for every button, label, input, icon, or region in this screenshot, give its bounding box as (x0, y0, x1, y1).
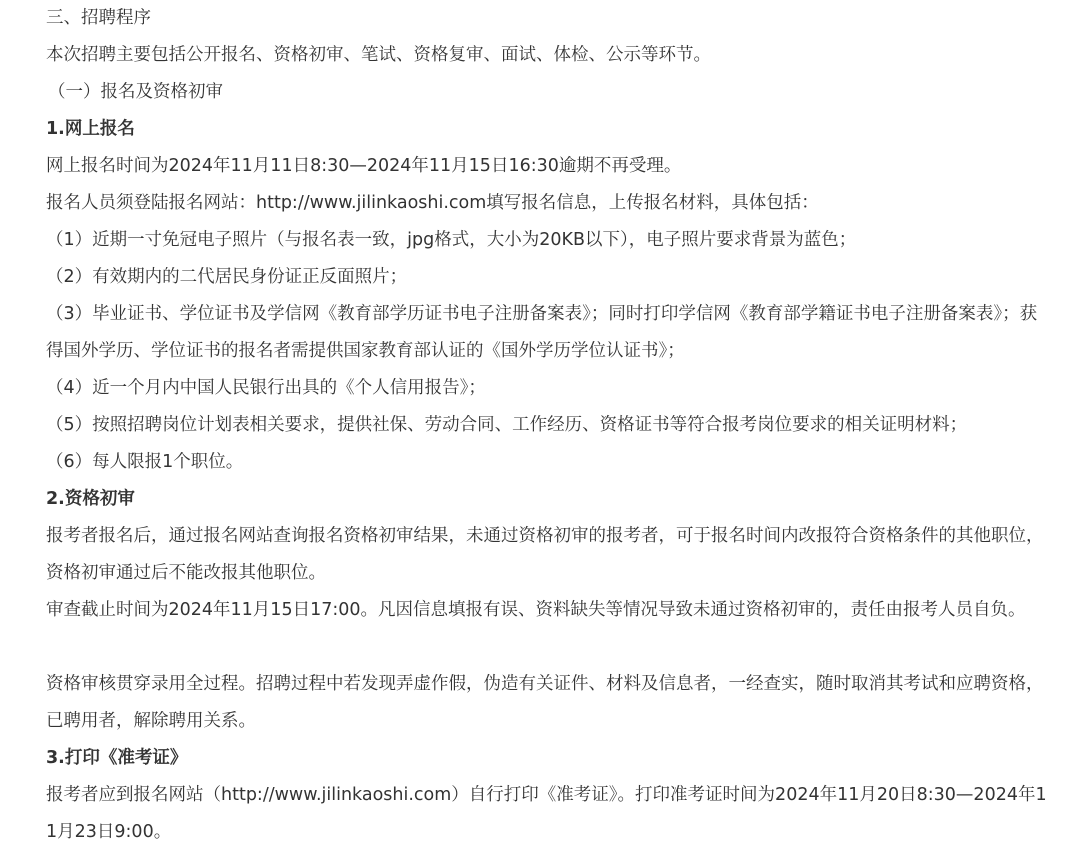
material-item-6: （6）每人限报1个职位。 (46, 452, 244, 472)
print-ticket-title: 3.打印《准考证》 (46, 748, 188, 768)
review-paragraph-2: 审查截止时间为2024年11月15日17:00。凡因信息填报有误、资料缺失等情况导致未通过资格初审的，责任由报考人员自负。 (46, 600, 1026, 620)
print-ticket-text: 报考者应到报名网站（http://www.jilinkaoshi.com）自行打印《准考证》。打印准考证时间为2024年11月20日8:30—2024年11月23日9:00。 (46, 785, 1047, 842)
review-paragraph-3: 资格审核贯穿录用全过程。招聘过程中若发现弄虚作假，伪造有关证件、材料及信息者，一经查实，随时取消其考试和应聘资格，已聘用者，解除聘用关系。 (46, 674, 1044, 731)
material-item-1: （1）近期一寸免冠电子照片（与报名表一致，jpg格式，大小为20KB以下），电子照片要求背景为蓝色； (46, 230, 857, 250)
registration-instruction: 报名人员须登陆报名网站：http://www.jilinkaoshi.com填写报名信息，上传报名材料，具体包括： (46, 193, 819, 213)
material-item-5: （5）按照招聘岗位计划表相关要求，提供社保、劳动合同、工作经历、资格证书等符合报考岗位要求的相关证明材料； (46, 415, 968, 435)
review-paragraph-1: 报考者报名后，通过报名网站查询报名资格初审结果，未通过资格初审的报考者，可于报名时间内改报符合资格条件的其他职位，资格初审通过后不能改报其他职位。 (46, 526, 1044, 583)
material-item-4: （4）近一个月内中国人民银行出具的《个人信用报告》； (46, 378, 486, 398)
registration-time: 网上报名时间为2024年11月11日8:30—2024年11月15日16:30逾期不再受理。 (46, 156, 682, 176)
qualification-review-title: 2.资格初审 (46, 489, 135, 509)
section-intro: 本次招聘主要包括公开报名、资格初审、笔试、资格复审、面试、体检、公示等环节。 (46, 45, 711, 65)
online-registration-title: 1.网上报名 (46, 119, 135, 139)
material-item-2: （2）有效期内的二代居民身份证正反面照片； (46, 267, 408, 287)
subsection-heading: （一）报名及资格初审 (48, 82, 223, 102)
material-item-3: （3）毕业证书、学位证书及学信网《教育部学历证书电子注册备案表》；同时打印学信网《教育部学籍证书电子注册备案表》；获得国外学历、学位证书的报名者需提供国家教育部认证的《国外学历学位认证书》； (46, 304, 1038, 361)
section-heading: 三、招聘程序 (46, 8, 151, 28)
